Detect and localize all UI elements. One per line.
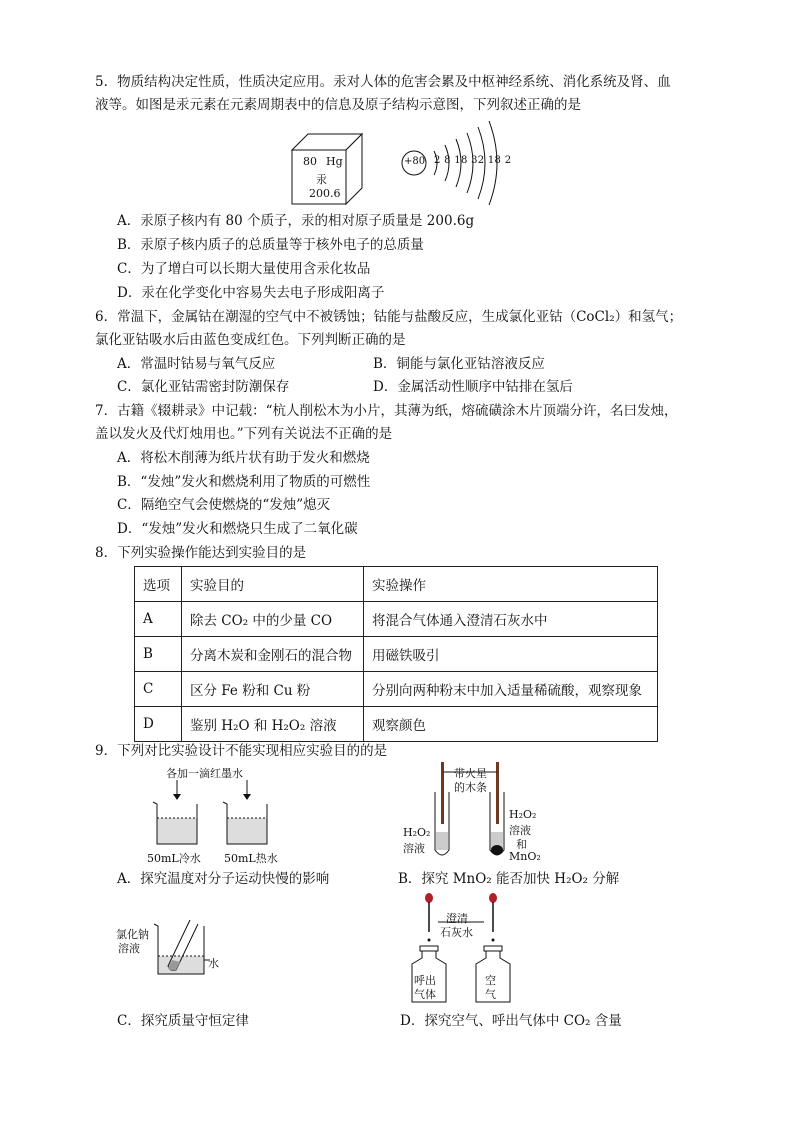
fig-a-beakers: [145, 778, 285, 848]
fig-b-right-label2: 溶液: [509, 824, 531, 837]
table-cell: 除去 CO₂ 中的少量 CO: [182, 602, 364, 637]
experiment-table: [134, 566, 658, 742]
fig-c-label2: 溶液: [118, 942, 140, 955]
q9-stem: 9．下列对比实验设计不能实现相应实验目的的是: [95, 743, 388, 759]
q5-stem-line2: 液等。如图是汞元素在元素周期表中的信息及原子结构示意图，下列叙述正确的是: [95, 97, 581, 113]
table-header-cell: 选项: [135, 567, 182, 602]
table-cell: 用磁铁吸引: [364, 637, 658, 672]
table-cell: B: [135, 637, 182, 672]
q6-option-b: B．铜能与氯化亚钴溶液反应: [373, 356, 545, 372]
q8-stem: 8．下列实验操作能达到实验目的是: [95, 545, 307, 561]
q7-stem-line2: 盖以发火及代灯烛用也。”下列有关说法不正确的是: [95, 426, 393, 442]
table-cell: 分离木炭和金刚石的混合物: [182, 637, 364, 672]
table-cell: D: [135, 707, 182, 742]
element-number: 80: [303, 155, 317, 168]
table-header-cell: 实验操作: [364, 567, 658, 602]
fig-d-right-label2: 气: [485, 988, 496, 1001]
q6-option-c: C．氯化亚钴需密封防潮保存: [117, 379, 290, 395]
fig-c-water-label: 水: [208, 957, 219, 970]
fig-b-right-label4: MnO₂: [509, 850, 541, 863]
table-row: [135, 707, 658, 742]
table-cell: 将混合气体通入澄清石灰水中: [364, 602, 658, 637]
table-cell: 观察颜色: [364, 707, 658, 742]
table-row: [135, 602, 658, 637]
fig-b-splint-label2: 的木条: [454, 781, 487, 794]
table-cell: 区分 Fe 粉和 Cu 粉: [182, 672, 364, 707]
q7-option-a: A．将松木削薄为纸片状有助于发火和燃烧: [117, 450, 370, 466]
q5-option-d: D．汞在化学变化中容易失去电子形成阳离子: [117, 285, 385, 301]
fig-d-left-label2: 气体: [414, 988, 436, 1001]
fig-d-top-label2: 石灰水: [440, 926, 473, 939]
fig-b-right-label3: 和: [516, 838, 527, 851]
q6-option-a: A．常温时钴易与氧气反应: [117, 356, 276, 372]
fig-b-test-tubes: [425, 762, 515, 862]
table-row: [135, 637, 658, 672]
q9-option-b: B．探究 MnO₂ 能否加快 H₂O₂ 分解: [398, 871, 620, 887]
fig-d-right-label1: 空: [485, 974, 496, 987]
table-cell: A: [135, 602, 182, 637]
table-cell: 鉴别 H₂O 和 H₂O₂ 溶液: [182, 707, 364, 742]
element-name: 汞: [316, 173, 327, 186]
q9-option-c: C．探究质量守恒定律: [117, 1013, 249, 1029]
table-cell: 分别向两种粉末中加入适量稀硫酸，观察现象: [364, 672, 658, 707]
element-symbol: Hg: [326, 155, 343, 168]
q7-option-d: D．“发烛”发火和燃烧只生成了二氧化碳: [117, 521, 358, 537]
fig-a-cold-label: 50mL冷水: [147, 852, 201, 865]
fig-a-hot-label: 50mL热水: [224, 852, 278, 865]
table-cell: C: [135, 672, 182, 707]
element-mass: 200.6: [309, 187, 341, 200]
q7-option-c: C．隔绝空气会使燃烧的“发烛”熄灭: [117, 497, 331, 513]
electron-shells: 2 8 18 32 18 2: [434, 155, 512, 166]
table-row: [135, 672, 658, 707]
fig-b-left-label1: H₂O₂: [403, 826, 431, 839]
q7-option-b: B．“发烛”发火和燃烧利用了物质的可燃性: [117, 474, 371, 490]
nucleus-charge: +80: [404, 156, 426, 167]
fig-c-beaker: [150, 918, 215, 978]
q5-option-b: B．汞原子核内质子的总质量等于核外电子的总质量: [117, 237, 424, 253]
q7-stem-line1: 7．古籍《辍耕录》中记载：“杭人削松木为小片，其薄为纸，熔硫磺涂木片顶端分许，名曰发烛，: [95, 403, 678, 419]
fig-a-top-label: 各加一滴红墨水: [166, 767, 243, 780]
table-header-cell: 实验目的: [182, 567, 364, 602]
q6-stem-line1: 6．常温下，金属钴在潮湿的空气中不被锈蚀；钴能与盐酸反应，生成氯化亚钴（CoCl₂）和氢气；: [95, 309, 683, 325]
fig-c-label1: 氯化钠: [116, 928, 149, 941]
fig-b-right-label1: H₂O₂: [509, 808, 537, 821]
q5-option-c: C．为了增白可以长期大量使用含汞化妆品: [117, 261, 371, 277]
table-header-row: [135, 567, 658, 602]
q6-option-d: D．金属活动性顺序中钴排在氢后: [373, 379, 573, 395]
q5-option-a: A．汞原子核内有 80 个质子，汞的相对原子质量是 200.6g: [117, 213, 475, 229]
q5-stem-line1: 5．物质结构决定性质，性质决定应用。汞对人体的危害会累及中枢神经系统、消化系统及肾、血: [95, 74, 671, 90]
fig-d-top-label1: 澄清: [446, 912, 468, 925]
q9-option-a: A．探究温度对分子运动快慢的影响: [117, 871, 330, 887]
fig-d-left-label1: 呼出: [414, 974, 436, 987]
q6-stem-line2: 氯化亚钴吸水后由蓝色变成红色。下列判断正确的是: [95, 332, 406, 348]
fig-b-splint-label1: 带火星: [454, 767, 487, 780]
fig-b-left-label2: 溶液: [403, 842, 425, 855]
q9-option-d: D．探究空气、呼出气体中 CO₂ 含量: [400, 1013, 622, 1029]
